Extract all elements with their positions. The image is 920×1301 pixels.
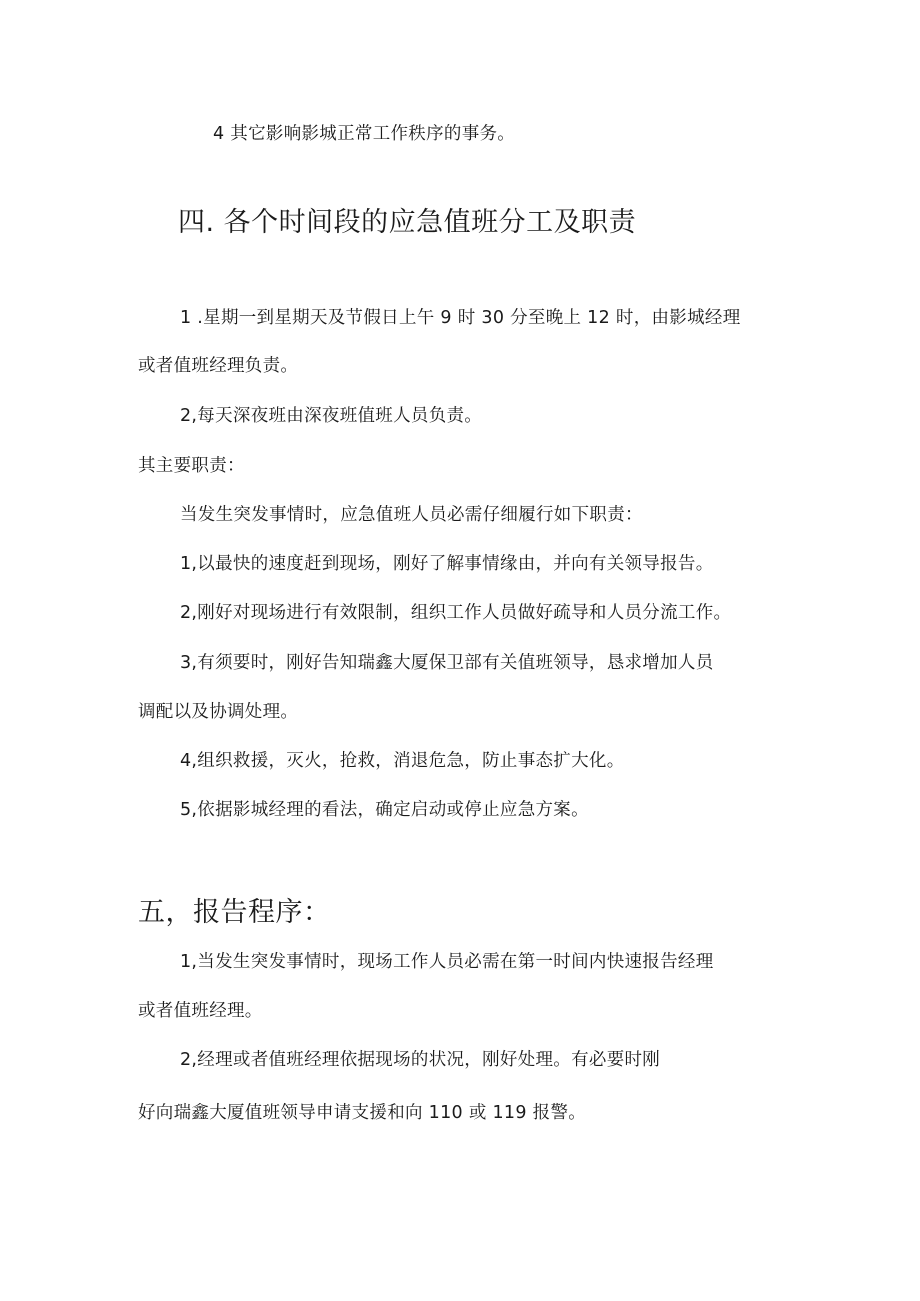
section-5-heading: 五，报告程序： — [138, 897, 331, 928]
item-4-text: 4 其它影响影城正常工作秩序的事务。 — [213, 124, 516, 144]
duty-item-3-line-1: 3,有须要时，刚好告知瑞鑫大厦保卫部有关值班领导，恳求增加人员 — [180, 653, 714, 673]
section-4-paragraph-1-line-2: 或者值班经理负责。 — [138, 356, 299, 376]
duty-item-1: 1,以最快的速度赶到现场，刚好了解事情缘由，并向有关领导报告。 — [180, 554, 714, 574]
section-5-paragraph-2-line-2: 好向瑞鑫大厦值班领导申请支援和向 110 或 119 报警。 — [138, 1103, 587, 1123]
section-5-paragraph-1-line-1: 1,当发生突发事情时，现场工作人员必需在第一时间内快速报告经理 — [180, 952, 714, 972]
section-5-paragraph-2-line-1: 2,经理或者值班经理依据现场的状况，刚好处理。有必要时刚 — [180, 1050, 661, 1070]
section-4-heading: 四. 各个时间段的应急值班分工及职责 — [178, 207, 637, 238]
section-4-paragraph-2: 2,每天深夜班由深夜班值班人员负责。 — [180, 406, 483, 426]
duty-item-4: 4,组织救援，灭火，抢救，消退危急，防止事态扩大化。 — [180, 751, 625, 771]
section-4-paragraph-1-line-1: 1 .星期一到星期天及节假日上午 9 时 30 分至晚上 12 时，由影城经理 — [180, 308, 741, 328]
duties-intro: 当发生突发事情时，应急值班人员必需仔细履行如下职责： — [180, 505, 643, 525]
duty-item-3-line-2: 调配以及协调处理。 — [138, 702, 299, 722]
duties-label: 其主要职责： — [138, 456, 245, 476]
duty-item-2: 2,刚好对现场进行有效限制，组织工作人员做好疏导和人员分流工作。 — [180, 603, 732, 623]
duty-item-5: 5,依据影城经理的看法，确定启动或停止应急方案。 — [180, 800, 589, 820]
section-5-paragraph-1-line-2: 或者值班经理。 — [138, 1001, 263, 1021]
